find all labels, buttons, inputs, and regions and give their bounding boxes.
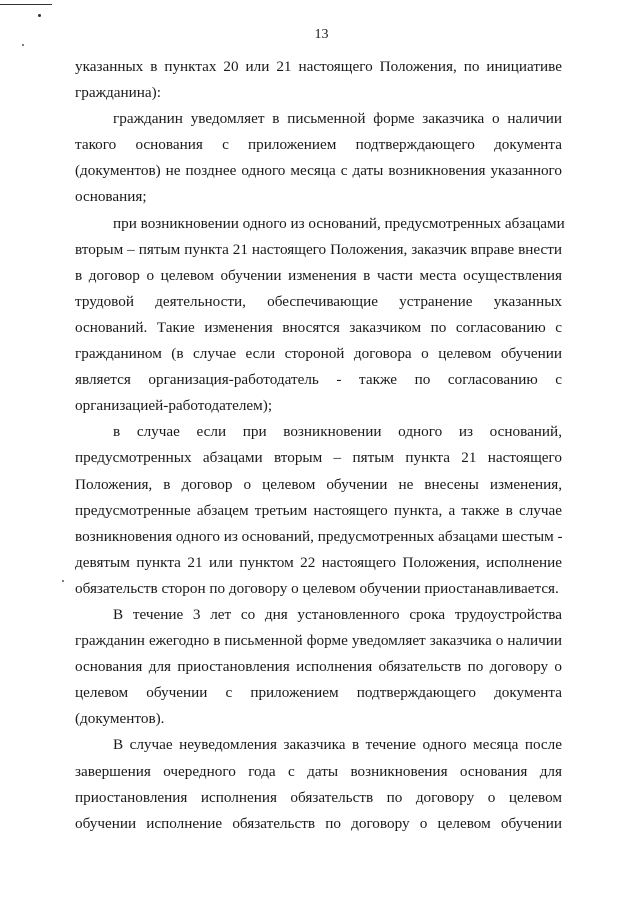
scan-corner-mark bbox=[0, 4, 52, 5]
scan-corner-dot bbox=[38, 14, 41, 17]
text-line: гражданина): bbox=[75, 84, 161, 102]
text-line: вторым – пятым пункта 21 настоящего Положения, заказчик вправе внести bbox=[75, 240, 562, 258]
text-line: (документов). bbox=[75, 710, 165, 728]
text-line: (документов) не позднее одного месяца с даты возникновения указанного bbox=[75, 162, 562, 180]
text-line: такого основания с приложением подтверждающего документа bbox=[75, 136, 562, 154]
text-line: В случае неуведомления заказчика в течение одного месяца после bbox=[113, 736, 562, 754]
text-line: основания для приостановления исполнения обязательств по договору о bbox=[75, 658, 562, 676]
text-line: трудовой деятельности, обеспечивающие устранение указанных bbox=[75, 292, 562, 310]
text-line: является организация-работодатель - также по согласованию с bbox=[75, 371, 562, 389]
text-line: в договор о целевом обучении изменения в части места осуществления bbox=[75, 266, 562, 284]
text-line: гражданин уведомляет в письменной форме заказчика о наличии bbox=[113, 110, 562, 128]
text-line: оснований. Такие изменения вносятся заказчиком по согласованию с bbox=[75, 318, 562, 336]
text-line: Положения, в договор о целевом обучении не внесены изменения, bbox=[75, 475, 562, 493]
text-line: целевом обучении с приложением подтверждающего документа bbox=[75, 684, 562, 702]
paragraph-2 bbox=[75, 106, 562, 210]
text-line: гражданином (в случае если стороной договора о целевом обучении bbox=[75, 345, 562, 363]
paragraph-6 bbox=[75, 732, 562, 836]
scan-speck bbox=[62, 580, 64, 582]
paragraph-4 bbox=[75, 419, 562, 602]
text-line: девятым пункта 21 или пунктом 22 настоящего Положения, исполнение bbox=[75, 553, 562, 571]
text-line: гражданин ежегодно в письменной форме уведомляет заказчика о наличии bbox=[75, 632, 562, 650]
text-line: обязательств сторон по договору о целевом обучении приостанавливается. bbox=[75, 579, 559, 597]
text-line: организацией-работодателем); bbox=[75, 397, 273, 415]
page-number: 13 bbox=[314, 27, 329, 42]
text-line: обучении исполнение обязательств по договору о целевом обучении bbox=[75, 814, 562, 832]
text-line: при возникновении одного из оснований, предусмотренных абзацами bbox=[113, 214, 565, 232]
text-line: предусмотренные абзацем третьим настоящего пункта, а также в случае bbox=[75, 501, 562, 519]
text-line: В течение 3 лет со дня установленного срока трудоустройства bbox=[113, 605, 562, 623]
text-line: завершения очередного года с даты возникновения основания для bbox=[75, 762, 562, 780]
paragraph-5 bbox=[75, 602, 562, 732]
text-line: в случае если при возникновении одного из оснований, bbox=[113, 423, 562, 441]
document-body bbox=[75, 54, 565, 837]
text-line: возникновения одного из оснований, предусмотренных абзацами шестым - bbox=[75, 527, 563, 545]
text-line: предусмотренных абзацами вторым – пятым пункта 21 настоящего bbox=[75, 449, 562, 467]
text-line: указанных в пунктах 20 или 21 настоящего Положения, по инициативе bbox=[75, 58, 562, 75]
text-line: основания; bbox=[75, 188, 147, 206]
scan-speck bbox=[22, 44, 24, 46]
paragraph-3 bbox=[75, 211, 565, 420]
paragraph-1 bbox=[75, 54, 562, 106]
text-line: приостановления исполнения обязательств по договору о целевом bbox=[75, 788, 562, 806]
